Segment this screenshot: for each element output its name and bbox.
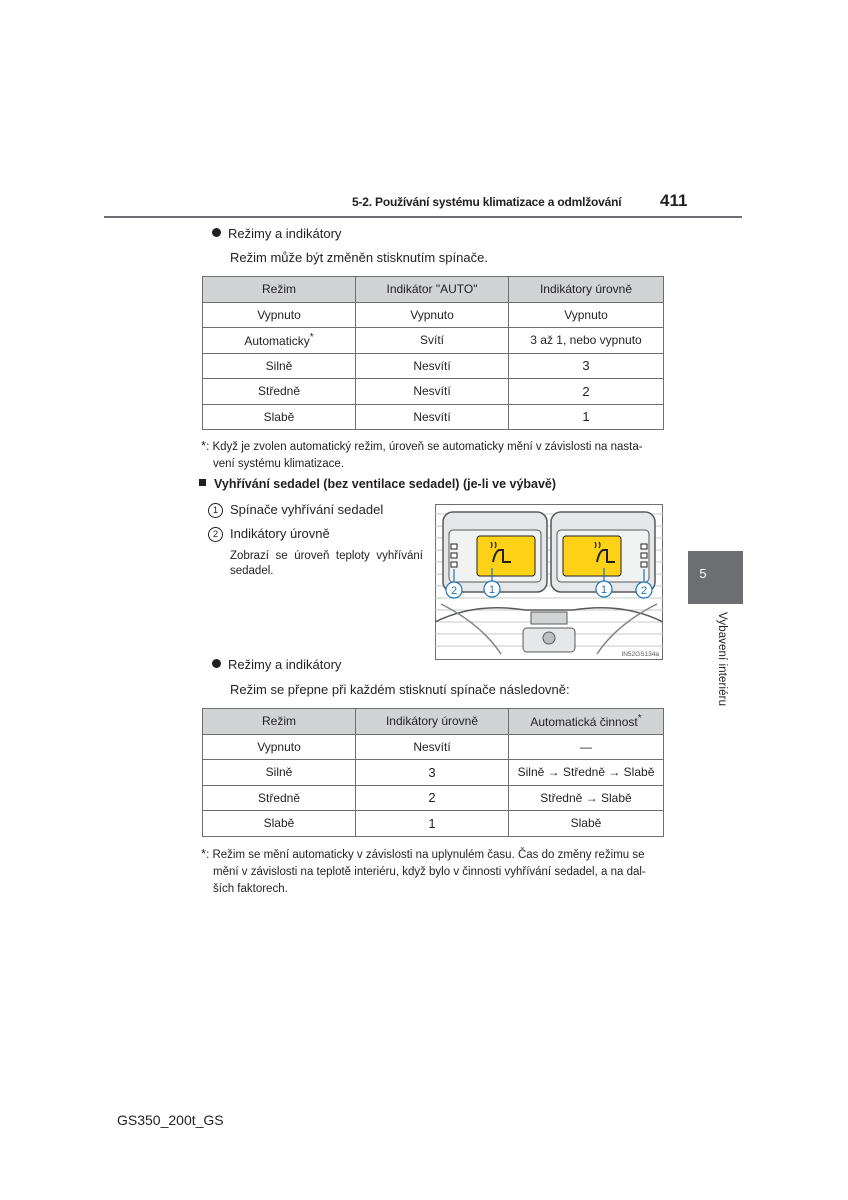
footnote-1 <box>201 437 671 473</box>
table-cell-text: Automaticky <box>244 334 310 349</box>
section-heading-text: Vyhřívání sedadel (bez ventilace sedadel) (je-li ve výbavě) <box>214 477 557 491</box>
table-row <box>203 379 664 405</box>
table-cell: Vypnuto <box>356 302 509 328</box>
table-row <box>203 328 664 354</box>
callout-2-icon: 2 <box>208 527 223 542</box>
footnote-1-line1: : Když je zvolen automatický režim, úroveň se automaticky mění v závislosti na nasta- <box>206 441 643 453</box>
dashboard-illustration <box>435 504 663 660</box>
asterisk-mark: * <box>201 438 207 453</box>
table2-header <box>509 709 664 735</box>
table1-header: Režim <box>203 277 356 303</box>
table-cell: 1 <box>509 404 664 430</box>
item-seat-heater-switches <box>208 502 383 518</box>
table-cell: Slabě <box>203 811 356 837</box>
item-level-indicators <box>208 526 330 542</box>
asterisk-mark: * <box>309 332 314 344</box>
table-cell: Silně <box>203 760 356 786</box>
table-cell: Slabě <box>509 811 664 837</box>
table-row <box>203 302 664 328</box>
asterisk-mark: * <box>201 846 207 861</box>
bullet-dot-icon <box>212 228 221 237</box>
footnote-2 <box>201 845 671 898</box>
table-cell: 2 <box>509 379 664 405</box>
table-cell: Vypnuto <box>203 302 356 328</box>
table-cell: Vypnuto <box>509 302 664 328</box>
block1-text: Režim může být změněn stisknutím spínače. <box>230 250 488 265</box>
callout-label: 1 <box>488 584 496 596</box>
table-cell <box>203 328 356 354</box>
table-cell: Svítí <box>356 328 509 354</box>
bullet-modes-2 <box>212 657 341 672</box>
table-cell: Středně <box>203 785 356 811</box>
chapter-number: 5 <box>699 566 707 581</box>
footnote-2-line2: mění v závislosti na teplotě interiéru, když bylo v činnosti vyhřívání sedadel, a na dal- <box>213 866 646 878</box>
page-number: 411 <box>660 191 688 210</box>
section-heading <box>199 477 556 491</box>
table-cell: Nesvítí <box>356 379 509 405</box>
footnote-2-line1: : Režim se mění automaticky v závislosti na uplynulém času. Čas do změny režimu se <box>206 849 645 861</box>
table-cell: 2 <box>356 785 509 811</box>
block2-text: Režim se přepne při každém stisknutí spínače následovně: <box>230 682 570 697</box>
table-row <box>203 785 664 811</box>
table1-header: Indikátor "AUTO" <box>356 277 509 303</box>
chapter-label: Vybavení interiéru <box>716 612 728 707</box>
table-cell: 3 <box>356 760 509 786</box>
table-cell: Silně → Středně → Slabě <box>509 760 664 786</box>
callout-label: 1 <box>600 584 608 596</box>
item-2-description: Zobrazí se úroveň teploty vyhřívání sedadel. <box>230 550 423 577</box>
footer-model: GS350_200t_GS <box>117 1112 224 1128</box>
bullet-modes-1-label: Režimy a indikátory <box>228 226 342 241</box>
seat-heater-figure <box>435 504 663 660</box>
table-row <box>203 760 664 786</box>
right-seat-heater-switch <box>563 536 621 576</box>
callout-label: 2 <box>640 585 648 597</box>
table-cell: — <box>509 734 664 760</box>
header-rule <box>104 216 742 218</box>
bullet-modes-2-label: Režimy a indikátory <box>228 657 342 672</box>
table-row <box>203 811 664 837</box>
table-cell: Vypnuto <box>203 734 356 760</box>
table-row <box>203 353 664 379</box>
table-cell: 1 <box>356 811 509 837</box>
table-cell: Nesvítí <box>356 734 509 760</box>
callout-label: 2 <box>450 585 458 597</box>
item-1-label: Spínače vyhřívání sedadel <box>230 502 384 517</box>
modes-table-2 <box>202 708 664 837</box>
item-2-label: Indikátory úrovně <box>230 526 330 541</box>
table-cell: 3 <box>509 353 664 379</box>
asterisk-mark: * <box>637 713 642 725</box>
table-row <box>203 404 664 430</box>
table-cell: Slabě <box>203 404 356 430</box>
table-cell: Středně → Slabě <box>509 785 664 811</box>
figure-code: IN52GS134a <box>621 651 659 658</box>
bullet-modes-1 <box>212 226 341 241</box>
table-cell: Silně <box>203 353 356 379</box>
table1-header: Indikátory úrovně <box>509 277 664 303</box>
table-cell: Nesvítí <box>356 353 509 379</box>
table2-header: Režim <box>203 709 356 735</box>
table-cell: Nesvítí <box>356 404 509 430</box>
table2-header-text: Automatická činnost <box>530 715 638 730</box>
table-cell: Středně <box>203 379 356 405</box>
table2-header: Indikátory úrovně <box>356 709 509 735</box>
modes-table-1 <box>202 276 664 430</box>
table-cell: 3 až 1, nebo vypnuto <box>509 328 664 354</box>
footnote-2-line3: ších faktorech. <box>213 883 288 895</box>
bullet-dot-icon <box>212 659 221 668</box>
table-row <box>203 734 664 760</box>
square-bullet-icon <box>199 479 206 486</box>
left-seat-heater-switch <box>477 536 535 576</box>
section-title: 5-2. Používání systému klimatizace a odmlžování <box>352 195 622 209</box>
footnote-1-line2: vení systému klimatizace. <box>213 458 345 470</box>
callout-1-icon: 1 <box>208 503 223 518</box>
